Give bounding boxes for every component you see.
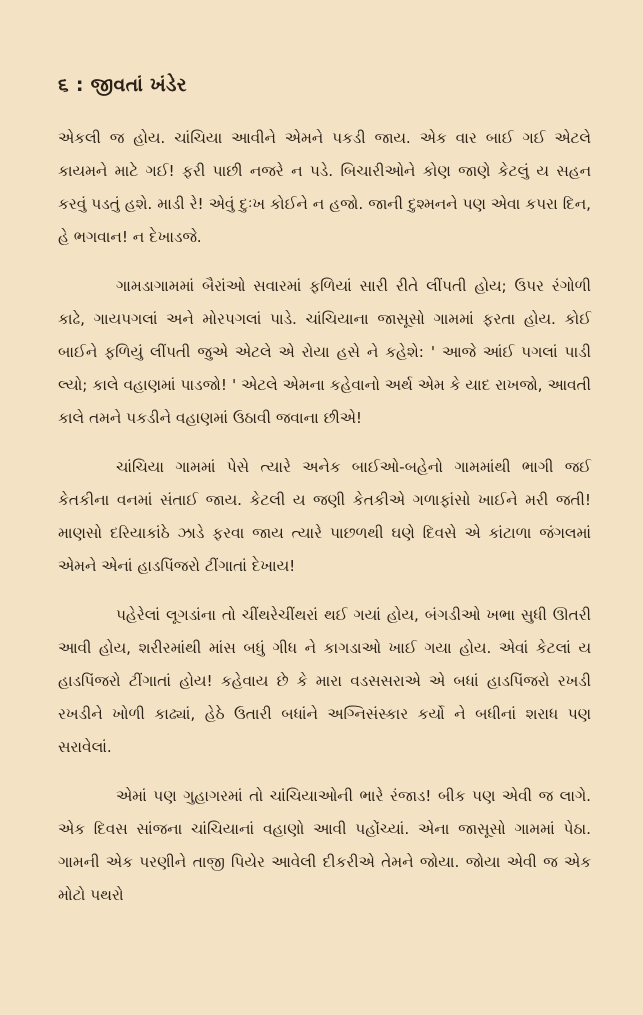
paragraph-4: પહેરેલાં લૂગડાંના તો ચીંથરેચીંથરાં થઈ ગયાં હોય, બંગડીઓ ખભા સુધી ઊતરી આવી હોય, શરીરમાંથી માંસ બધું ગીધ ને કાગડાઓ ખાઈ ગયા હોય. એવાં કેટલાં ય હાડપિંજરો ટીંગાતાં હોય! કહેવાય છે કે મારા વડસસરાએ એ બધાં હાડપિંજરો રખડી રખડીને ખોળી કાઢ્યાં, હેઠે ઉતારી બધાંને અગ્નિસંસ્કાર કર્યો ને બધીનાં શરાધ પણ સરાવેલાં. (58, 606, 591, 756)
paragraph-2: ગામડાગામમાં બૈરાંઓ સવારમાં ફળિયાં સારી રીતે લીંપતી હોય; ઉપર રંગોળી કાઢે, ગાયપગલાં અને મોરપગલાં પાડે. ચાંચિયાના જાસૂસો ગામમાં ફરતા હોય. કોઈ બાઈને ફળિયું લીંપતી જુએ એટલે એ રોયા હસે ને કહેશે: ' આજે આંઈ પગલાં પાડી લ્યો; કાલે વહાણમાં પાડજો! ' એટલે એમના કહેવાનો અર્થ એમ કે યાદ રાખજો, આવતી કાલે તમને પકડીને વહાણમાં ઉઠાવી જવાના છીએ! (58, 277, 591, 427)
paragraph-1: એકલી જ હોય. ચાંચિયા આવીને એમને પકડી જાય. એક વાર બાઈ ગઈ એટલે કાયમને માટે ગઈ! ફરી પાછી નજરે ન પડે. બિચારીઓને કોણ જાણે કેટલું ય સહન કરવું પડતું હશે. માડી રે! એવું દુઃખ કોઈને ન હજો. જાની દુશ્મનને પણ એવા કપરા દિન, હે ભગવાન! ન દેખાડજે. (58, 129, 591, 246)
running-header: ૬ : જીવતાં ખંડેર (58, 74, 187, 96)
paragraph-5: એમાં પણ ગુહાગરમાં તો ચાંચિયાઓની ભારે રંજાડ! બીક પણ એવી જ લાગે. એક દિવસ સાંજના ચાંચિયાનાં વહાણો આવી પહોંચ્યાં. એના જાસૂસો ગામમાં પેઠા. ગામની એક પરણીને તાજી પિયેર આવેલી દીકરીએ તેમને જોયા. જોયા એવી જ એક મોટો પથરો (58, 787, 591, 904)
paragraph-3: ચાંચિયા ગામમાં પેસે ત્યારે અનેક બાઈઓ-બહેનો ગામમાંથી ભાગી જઈ કેતકીના વનમાં સંતાઈ જાય. કેટલી ય જણી કેતકીએ ગળાફાંસો ખાઈને મરી જતી! માણસો દરિયાકાંઠે ઝાડે ફરવા જાય ત્યારે પાછળથી ઘણે દિવસે એ કાંટાળા જંગલમાં એમને એનાં હાડપિંજરો ટીંગાતાં દેખાય! (58, 458, 591, 575)
